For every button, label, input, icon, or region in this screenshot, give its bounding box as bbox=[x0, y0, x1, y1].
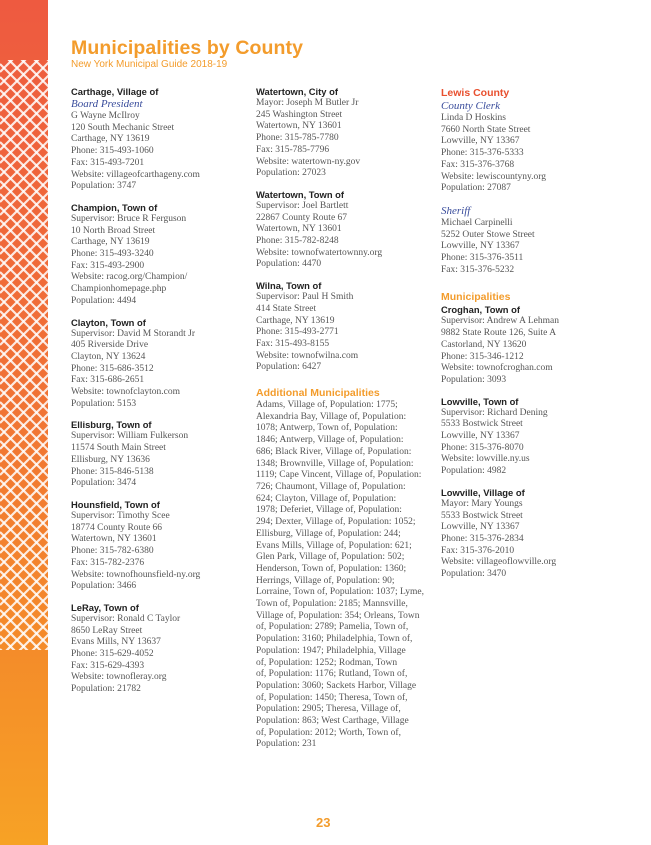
municipality-entry bbox=[71, 419, 249, 490]
entry-line: 245 Washington Street bbox=[256, 109, 343, 120]
entry-line: Carthage, NY 13619 bbox=[71, 134, 150, 145]
paragraph-line: of, Population: 1450; Theresa, Town of, bbox=[256, 692, 408, 703]
entry-line: Clayton, NY 13624 bbox=[71, 351, 146, 362]
entry-line: Population: 3474 bbox=[71, 478, 137, 489]
entry-line: 10 North Broad Street bbox=[71, 225, 156, 236]
entry-line: Population: 4982 bbox=[441, 466, 507, 477]
entry-line: Supervisor: Andrew A Lehman bbox=[441, 316, 559, 327]
entry-line: Watertown, NY 13601 bbox=[256, 224, 342, 235]
entry-line: 5252 Outer Stowe Street bbox=[441, 229, 535, 240]
entry-line: Phone: 315-376-2834 bbox=[441, 533, 524, 544]
entry-body bbox=[256, 201, 434, 271]
paragraph-line: 294; Dexter, Village of, Population: 1052; bbox=[256, 517, 416, 528]
entry-heading: Hounsfield, Town of bbox=[71, 498, 160, 510]
entry-line: Phone: 315-493-2771 bbox=[256, 327, 339, 338]
entry-heading: Watertown, Town of bbox=[256, 188, 345, 200]
entry-body bbox=[441, 499, 621, 581]
additional-municipalities-heading: Additional Municipalities bbox=[256, 387, 380, 400]
paragraph-line: Glen Park, Village of, Population: 502; bbox=[256, 552, 405, 563]
paragraph-line: Town of, Population: 2185; Mannsville, bbox=[256, 599, 408, 610]
paragraph-line: Adams, Village of, Population: 1775; bbox=[256, 400, 398, 411]
paragraph-line: Population: 1947; Philadelphia, Village bbox=[256, 645, 406, 656]
entry-line: Phone: 315-686-3512 bbox=[71, 363, 154, 374]
page-number: 23 bbox=[316, 815, 331, 830]
entry-body bbox=[71, 511, 249, 593]
entry-line: Supervisor: Bruce R Ferguson bbox=[71, 213, 187, 224]
entry-line: Fax: 315-493-2900 bbox=[71, 260, 145, 271]
entry-line: Carthage, NY 13619 bbox=[256, 315, 335, 326]
municipality-entry bbox=[441, 487, 621, 581]
role-title: Sheriff bbox=[441, 204, 471, 217]
entry-line: Evans Mills, NY 13637 bbox=[71, 637, 161, 648]
role-title: County Clerk bbox=[441, 100, 500, 112]
entry-line: Population: 3747 bbox=[71, 181, 137, 192]
entry-line: 5533 Bostwick Street bbox=[441, 419, 523, 430]
entry-line: Website: townofcroghan.com bbox=[441, 363, 553, 374]
entry-body bbox=[71, 614, 249, 696]
paragraph-line: Population: 3160; Philadelphia, Town of, bbox=[256, 634, 413, 645]
paragraph-line: 686; Black River, Village of, Population: bbox=[256, 446, 412, 457]
entry-line: Mayor: Joseph M Butler Jr bbox=[256, 98, 359, 108]
municipality-entry bbox=[71, 202, 249, 308]
paragraph-line: Village of, Population: 354; Orleans, Town bbox=[256, 610, 420, 621]
entry-line: Website: lewiscountyny.org bbox=[441, 171, 547, 182]
entry-line: Watertown, NY 13601 bbox=[256, 121, 342, 132]
entry-line: Phone: 315-782-8248 bbox=[256, 236, 339, 247]
entry-line: Website: townofclayton.com bbox=[71, 387, 180, 398]
entry-line: Fax: 315-493-8155 bbox=[256, 338, 330, 349]
entry-line: Phone: 315-785-7780 bbox=[256, 133, 339, 144]
entry-line: Website: lowville.ny.us bbox=[441, 454, 530, 465]
entry-line: G Wayne McIlroy bbox=[71, 111, 140, 121]
page-title: Municipalities by County bbox=[71, 37, 304, 59]
entry-line: Watertown, NY 13601 bbox=[71, 534, 157, 545]
entry-heading: Wilna, Town of bbox=[256, 280, 322, 292]
paragraph-line: Population: 863; West Carthage, Village bbox=[256, 716, 409, 727]
paragraph-line: 1119; Cape Vincent, Village of, Population: bbox=[256, 470, 422, 481]
municipality-entry bbox=[441, 304, 621, 386]
entry-line: 11574 South Main Street bbox=[71, 443, 166, 454]
paragraph-line: Evans Mills, Village of, Population: 621; bbox=[256, 540, 412, 551]
municipality-entry bbox=[71, 602, 249, 696]
entry-line: Supervisor: Ronald C Taylor bbox=[71, 613, 181, 624]
county-heading: Lewis County bbox=[441, 87, 510, 99]
municipality-entry bbox=[256, 189, 434, 271]
entry-line: 414 State Street bbox=[256, 303, 317, 314]
entry-line: Phone: 315-629-4052 bbox=[71, 649, 154, 660]
entry-line: 405 Riverside Drive bbox=[71, 340, 149, 351]
additional-municipalities-list bbox=[256, 400, 428, 751]
entry-line: Phone: 315-493-3240 bbox=[71, 249, 154, 260]
municipalities-heading: Municipalities bbox=[441, 291, 511, 304]
paragraph-line: 1348; Brownville, Village of, Population: bbox=[256, 458, 414, 469]
entry-line: Population: 6427 bbox=[256, 362, 322, 373]
column-1 bbox=[71, 86, 249, 705]
entry-line: 7660 North State Street bbox=[441, 124, 531, 135]
paragraph-line: 1978; Deferiet, Village of, Population: bbox=[256, 505, 402, 516]
entry-line: Fax: 315-629-4393 bbox=[71, 660, 145, 671]
entry-heading: Croghan, Town of bbox=[441, 304, 520, 316]
entry-line: Website: racog.org/Champion/ bbox=[71, 272, 188, 283]
entry-line: Fax: 315-376-2010 bbox=[441, 545, 515, 556]
entry-line: Fax: 315-785-7796 bbox=[256, 144, 330, 155]
entry-body bbox=[71, 214, 249, 308]
entry-line: Phone: 315-376-8070 bbox=[441, 442, 524, 453]
entry-line: Ellisburg, NY 13636 bbox=[71, 454, 150, 465]
entry-line: Carthage, NY 13619 bbox=[71, 237, 150, 248]
paragraph-line: of, Population: 1252; Rodman, Town bbox=[256, 657, 398, 668]
entry-heading: LeRay, Town of bbox=[71, 601, 139, 613]
entry-heading: Lowville, Town of bbox=[441, 395, 519, 407]
entry-line: Phone: 315-376-5333 bbox=[441, 148, 524, 159]
entry-body bbox=[441, 408, 621, 478]
entry-line: Population: 3093 bbox=[441, 374, 507, 385]
entry-line: Lowville, NY 13367 bbox=[441, 431, 520, 442]
paragraph-line: of, Population: 2012; Worth, Town of, bbox=[256, 727, 401, 738]
paragraph-line: Lorraine, Town of, Population: 1037; Lyme, bbox=[256, 587, 425, 598]
entry-heading: Carthage, Village of bbox=[71, 86, 159, 97]
entry-line: 5533 Bostwick Street bbox=[441, 510, 523, 521]
sheriff-entry bbox=[441, 205, 621, 277]
entry-line: 8650 LeRay Street bbox=[71, 625, 143, 636]
entry-line: Fax: 315-782-2376 bbox=[71, 557, 145, 568]
entry-body bbox=[256, 292, 434, 374]
entry-line: Phone: 315-346-1212 bbox=[441, 351, 524, 362]
paragraph-line: Population: 2905; Theresa, Village of, bbox=[256, 704, 401, 715]
entry-line: Website: townofwatertownny.org bbox=[256, 247, 383, 258]
entry-line: Population: 5153 bbox=[71, 398, 137, 409]
paragraph-line: Herrings, Village of, Population: 90; bbox=[256, 575, 395, 586]
entry-body bbox=[71, 431, 249, 490]
entry-line: Website: townofhounsfield-ny.org bbox=[71, 569, 201, 580]
county-clerk-entry bbox=[441, 100, 621, 195]
entry-line: Supervisor: Paul H Smith bbox=[256, 292, 354, 303]
paragraph-line: Alexandria Bay, Village of, Population: bbox=[256, 411, 407, 422]
entry-body bbox=[71, 111, 249, 193]
entry-body bbox=[441, 316, 621, 386]
municipality-entry bbox=[71, 317, 249, 411]
entry-line: Fax: 315-686-2651 bbox=[71, 375, 145, 386]
entry-line: Phone: 315-846-5138 bbox=[71, 466, 154, 477]
entry-line: Population: 27087 bbox=[441, 183, 511, 194]
entry-line: Linda D Hoskins bbox=[441, 113, 506, 123]
paragraph-line: 1846; Antwerp, Village of, Population: bbox=[256, 435, 404, 446]
municipality-entry bbox=[441, 396, 621, 478]
municipality-entry bbox=[71, 499, 249, 593]
paragraph-line: of, Population: 2789; Pamelia, Town of, bbox=[256, 622, 409, 633]
paragraph-line: 624; Clayton, Village of, Population: bbox=[256, 493, 397, 504]
entry-line: Population: 21782 bbox=[71, 684, 141, 695]
entry-line: Population: 4494 bbox=[71, 295, 137, 306]
entry-line: Population: 4470 bbox=[256, 259, 322, 270]
entry-heading: Lowville, Village of bbox=[441, 486, 525, 498]
entry-line: 18774 County Route 66 bbox=[71, 522, 163, 533]
paragraph-line: of, Population: 1176; Rutland, Town of, bbox=[256, 669, 408, 680]
column-2 bbox=[256, 86, 434, 751]
entry-body bbox=[71, 329, 249, 411]
entry-line: Website: villageoflowville.org bbox=[441, 557, 557, 568]
entry-line: Phone: 315-493-1060 bbox=[71, 146, 154, 157]
entry-line: Championhomepage.php bbox=[71, 284, 167, 295]
entry-line: Population: 27023 bbox=[256, 168, 326, 179]
entry-line: Website: villageofcarthageny.com bbox=[71, 169, 200, 180]
entry-line: Supervisor: William Fulkerson bbox=[71, 431, 189, 442]
role-title: Board President bbox=[71, 98, 143, 110]
entry-line: Fax: 315-376-5232 bbox=[441, 264, 515, 275]
entry-line: Lowville, NY 13367 bbox=[441, 241, 520, 252]
paragraph-line: Ellisburg, Village of, Population: 244; bbox=[256, 528, 401, 539]
entry-line: Mayor: Mary Youngs bbox=[441, 498, 523, 509]
entry-line: Phone: 315-376-3511 bbox=[441, 253, 524, 264]
entry-heading: Ellisburg, Town of bbox=[71, 419, 152, 431]
entry-body bbox=[441, 218, 621, 277]
entry-line: 22867 County Route 67 bbox=[256, 212, 348, 223]
entry-line: Supervisor: David M Storandt Jr bbox=[71, 328, 196, 339]
entry-heading: Clayton, Town of bbox=[71, 316, 146, 328]
entry-line: Population: 3466 bbox=[71, 581, 137, 592]
entry-line: Supervisor: Richard Dening bbox=[441, 407, 548, 418]
municipality-entries bbox=[441, 304, 621, 580]
entry-line: Phone: 315-782-6380 bbox=[71, 546, 154, 557]
entry-line: Castorland, NY 13620 bbox=[441, 339, 527, 350]
entry-line: Supervisor: Timothy Scee bbox=[71, 510, 170, 521]
entry-line: Fax: 315-493-7201 bbox=[71, 157, 145, 168]
entry-heading: Champion, Town of bbox=[71, 201, 158, 213]
paragraph-line: Population: 3060; Sackets Harbor, Village bbox=[256, 680, 417, 691]
paragraph-line: Population: 231 bbox=[256, 739, 317, 750]
city-entries bbox=[256, 86, 434, 374]
column-3 bbox=[441, 86, 621, 590]
entry-heading: Watertown, City of bbox=[256, 86, 338, 97]
lattice-pattern bbox=[0, 0, 48, 845]
entry-line: Population: 3470 bbox=[441, 569, 507, 580]
entry-line: Website: townofleray.org bbox=[71, 672, 167, 683]
municipality-entry bbox=[256, 86, 434, 180]
entry-line: Michael Carpinelli bbox=[441, 217, 513, 228]
entry-line: Lowville, NY 13367 bbox=[441, 522, 520, 533]
municipality-entry bbox=[256, 280, 434, 374]
entry-line: Website: townofwilna.com bbox=[256, 350, 359, 361]
page-subtitle: New York Municipal Guide 2018-19 bbox=[71, 59, 228, 70]
paragraph-line: 1078; Antwerp, Town of, Population: bbox=[256, 423, 398, 434]
entry-line: 9882 State Route 126, Suite A bbox=[441, 328, 557, 339]
entry-line: Website: watertown-ny.gov bbox=[256, 156, 361, 167]
paragraph-line: 726; Chaumont, Village of, Population: bbox=[256, 481, 406, 492]
municipality-entry bbox=[71, 86, 249, 193]
decorative-sidebar bbox=[0, 0, 48, 845]
entry-line: 120 South Mechanic Street bbox=[71, 122, 175, 133]
entry-body bbox=[441, 113, 621, 195]
entry-line: Lowville, NY 13367 bbox=[441, 136, 520, 147]
entry-body bbox=[256, 98, 434, 180]
entry-line: Fax: 315-376-3768 bbox=[441, 159, 515, 170]
entry-line: Supervisor: Joel Bartlett bbox=[256, 200, 349, 211]
paragraph-line: Henderson, Town of, Population: 1360; bbox=[256, 563, 407, 574]
